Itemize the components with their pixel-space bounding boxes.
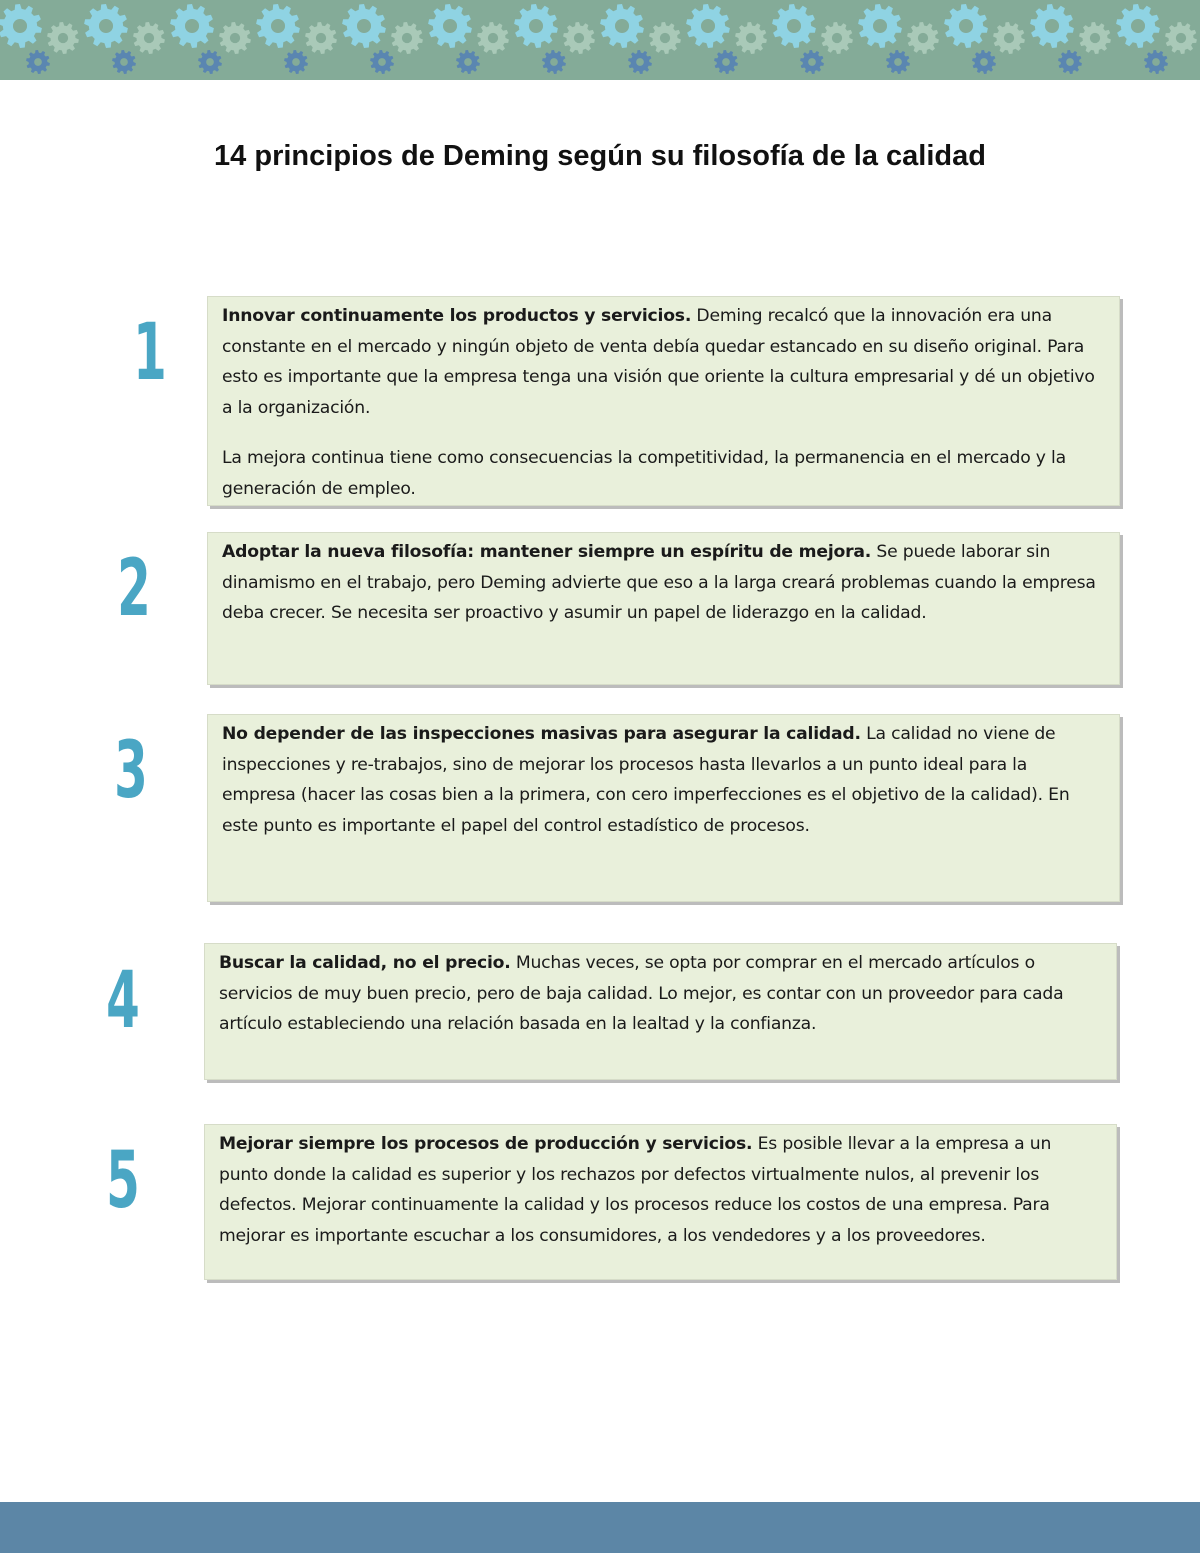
gear-hole [488, 33, 498, 43]
principle-heading: No depender de las inspecciones masivas para asegurar la calidad. [222, 724, 861, 744]
gear-hole [443, 19, 457, 33]
principle-heading: Buscar la calidad, no el precio. [219, 953, 511, 973]
gear-hole [959, 19, 973, 33]
principle-number-1: 1 [133, 308, 167, 398]
gear-hole [808, 58, 816, 66]
principle-card-1 [207, 296, 1120, 506]
gear-hole [120, 58, 128, 66]
gear-hole [529, 19, 543, 33]
principle-card-3 [207, 714, 1120, 902]
gear-hole [144, 33, 154, 43]
gear-hole [722, 58, 730, 66]
gear-hole [378, 58, 386, 66]
gear-hole [787, 19, 801, 33]
gear-hole [185, 19, 199, 33]
gear-hole [636, 58, 644, 66]
gear-hole [402, 33, 412, 43]
gear-hole [980, 58, 988, 66]
gear-hole [832, 33, 842, 43]
gear-pattern-banner [0, 0, 1200, 80]
gear-hole [1066, 58, 1074, 66]
gear-hole [230, 33, 240, 43]
principle-number-5: 5 [106, 1136, 140, 1226]
page-title: 14 principios de Deming según su filosofía de la calidad [214, 140, 986, 172]
gear-hole [58, 33, 68, 43]
gear-hole [1045, 19, 1059, 33]
principle-card-5 [204, 1124, 1117, 1280]
gear-hole [550, 58, 558, 66]
gear-hole [357, 19, 371, 33]
gear-hole [1090, 33, 1100, 43]
gear-hole [34, 58, 42, 66]
gear-hole [316, 33, 326, 43]
gear-hole [1176, 33, 1186, 43]
principle-text: Es posible llevar a la empresa a un punto donde la calidad es superior y los rechazos por defectos virtualmente nulos, al prevenir los defectos. Mejorar continuamente la calidad y los procesos reduce los costos de una empresa. Para mejorar es importante escuchar a los consumidores, a los vendedores y a los proveedores. [219, 1134, 1052, 1246]
gear-hole [1152, 58, 1160, 66]
principle-text: La calidad no viene de inspecciones y re-trabajos, sino de mejorar los procesos hasta llevarlos a un punto ideal para la empresa (hacer las cosas bien a la primera, con cero imperfecciones es el objetivo de la calidad). En este punto es importante el papel del control estadístico de procesos. [222, 724, 1070, 836]
gear-hole [746, 33, 756, 43]
gear-hole [1004, 33, 1014, 43]
gear-hole [873, 19, 887, 33]
gear-hole [574, 33, 584, 43]
principle-text-secondary: La mejora continua tiene como consecuencias la competitividad, la permanencia en el mercado y la generación de empleo. [222, 448, 1066, 499]
principle-card-4 [204, 943, 1117, 1080]
principle-number-3: 3 [114, 726, 148, 816]
gear-hole [206, 58, 214, 66]
principle-number-2: 2 [117, 544, 151, 634]
gear-hole [660, 33, 670, 43]
gear-pattern-icon [0, 0, 1200, 80]
gear-hole [894, 58, 902, 66]
principle-text: Muchas veces, se opta por comprar en el mercado artículos o servicios de muy buen precio, pero de baja calidad. Lo mejor, es contar con un proveedor para cada artículo estableciendo una relación basada en la lealtad y la confianza. [219, 953, 1064, 1034]
gear-hole [99, 19, 113, 33]
principle-text: Se puede laborar sin dinamismo en el trabajo, pero Deming advierte que eso a la larga creará problemas cuando la empresa deba crecer. Se necesita ser proactivo y asumir un papel de liderazgo en la calidad. [222, 542, 1096, 623]
gear-hole [464, 58, 472, 66]
principle-heading: Innovar continuamente los productos y servicios. [222, 306, 692, 326]
gear-hole [701, 19, 715, 33]
principle-number-4: 4 [106, 956, 140, 1046]
gear-hole [292, 58, 300, 66]
gear-hole [918, 33, 928, 43]
footer-bar [0, 1502, 1200, 1553]
gear-hole [271, 19, 285, 33]
principle-card-2 [207, 532, 1120, 685]
principle-heading: Mejorar siempre los procesos de producción y servicios. [219, 1134, 753, 1154]
gear-hole [615, 19, 629, 33]
principle-heading: Adoptar la nueva filosofía: mantener siempre un espíritu de mejora. [222, 542, 872, 562]
gear-hole [13, 19, 27, 33]
gear-hole [1131, 19, 1145, 33]
principle-text: Deming recalcó que la innovación era una constante en el mercado y ningún objeto de venta debía quedar estancado en su diseño original. Para esto es importante que la empresa tenga una visión que oriente la cultura empresarial y dé un objetivo a la organización. [222, 306, 1095, 418]
